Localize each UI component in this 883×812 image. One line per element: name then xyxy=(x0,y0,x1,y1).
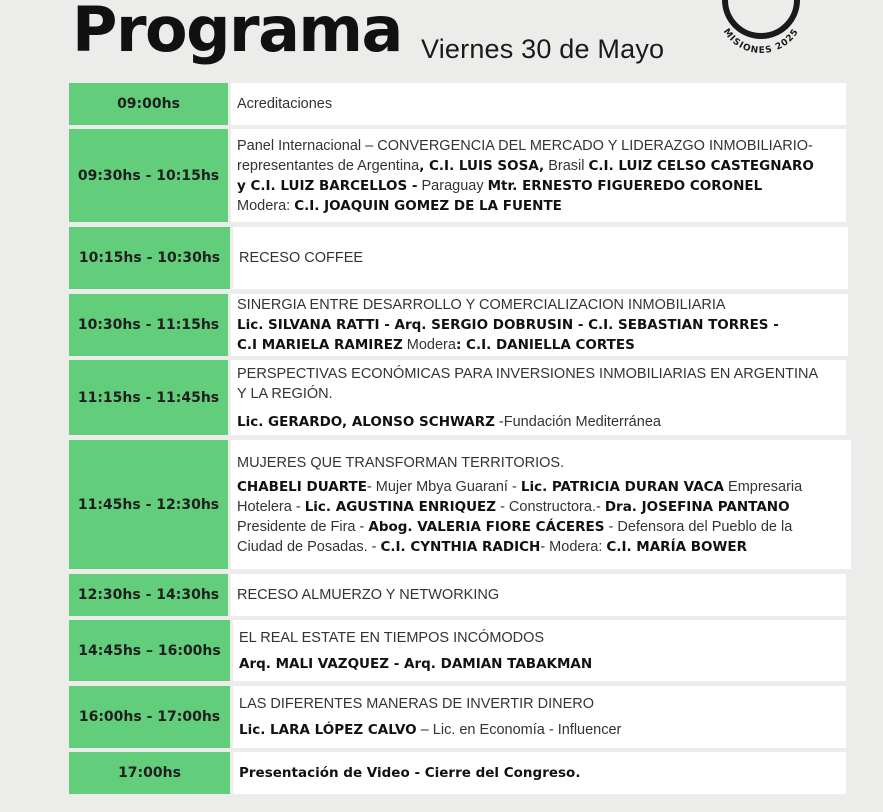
session-cell xyxy=(231,574,846,616)
session-speakers: Arq. MALI VAZQUEZ - Arq. DAMIAN TABAKMAN xyxy=(239,655,593,672)
session-title: RECESO ALMUERZO Y NETWORKING xyxy=(237,587,500,603)
schedule-row xyxy=(69,752,846,794)
session-title: EL REAL ESTATE EN TIEMPOS INCÓMODOS xyxy=(239,629,545,646)
session-title: PERSPECTIVAS ECONÓMICAS PARA INVERSIONES INMOBILIARIAS EN ARGENTINA Y LA REGIÓN. xyxy=(237,365,818,402)
session-cell xyxy=(233,686,846,748)
session-speakers: Lic. LARA LÓPEZ CALVO – Lic. en Economía - Influencer xyxy=(239,722,622,738)
session-cell xyxy=(231,440,851,569)
schedule-row xyxy=(69,686,846,748)
svg-text:MISIONES 2025: MISIONES 2025 xyxy=(720,26,802,57)
schedule-row xyxy=(69,440,851,569)
time-cell: 09:30hs - 10:15hs xyxy=(69,129,228,222)
session-cell xyxy=(233,620,846,681)
time-cell: 10:30hs - 11:15hs xyxy=(69,294,228,356)
session-title: Acreditaciones xyxy=(237,96,333,112)
session-cell xyxy=(231,360,846,435)
time-cell: 10:15hs - 10:30hs xyxy=(69,227,230,289)
session-title: RECESO COFFEE xyxy=(239,250,364,266)
event-date: Viernes 30 de Mayo xyxy=(421,34,665,64)
session-moderator: C.I MARIELA RAMIREZ Modera: C.I. DANIELLA CORTES xyxy=(237,337,635,353)
session-speakers: representantes de Argentina, C.I. LUIS SOSA, Brasil C.I. LUIZ CELSO CASTEGNARO xyxy=(237,157,814,174)
time-cell: 11:15hs - 11:45hs xyxy=(69,360,228,435)
page-title: Programa xyxy=(72,0,402,66)
session-title: LAS DIFERENTES MANERAS DE INVERTIR DINERO xyxy=(239,696,595,712)
session-title: SINERGIA ENTRE DESARROLLO Y COMERCIALIZACION INMOBILIARIA xyxy=(237,297,726,313)
session-speakers: Lic. SILVANA RATTI - Arq. SERGIO DOBRUSIN - C.I. SEBASTIAN TORRES - xyxy=(237,317,779,333)
schedule-row xyxy=(69,294,848,356)
session-cell xyxy=(233,227,848,289)
schedule-row xyxy=(69,129,846,222)
session-moderator: Modera: C.I. JOAQUIN GOMEZ DE LA FUENTE xyxy=(237,197,562,214)
session-cell xyxy=(231,129,846,222)
session-speakers: CHABELI DUARTE- Mujer Mbya Guaraní - Lic. PATRICIA DURAN VACA Empresaria Hotelera - Lic. AGUSTINA ENRIQUEZ - Constructora.- Dra. JOSEFINA PANTANO Presidente de Fira - Abog. VALERIA FIORE CÁCERES - Defensora del Pueblo de la Ciudad de Posadas. - C.I. CYNTHIA RADICH- Modera: C.I. MARÍA BOWER xyxy=(237,478,803,555)
event-logo xyxy=(706,0,816,57)
session-title: MUJERES QUE TRANSFORMAN TERRITORIOS. xyxy=(237,454,565,471)
schedule-row xyxy=(69,83,846,125)
session-title: Panel Internacional – CONVERGENCIA DEL MERCADO Y LIDERAZGO INMOBILIARIO- xyxy=(237,137,813,154)
time-cell: 14:45hs – 16:00hs xyxy=(69,620,230,681)
schedule-row xyxy=(69,620,846,681)
session-cell xyxy=(231,83,846,125)
session-cell xyxy=(231,294,848,356)
time-cell: 09:00hs xyxy=(69,83,228,125)
schedule-row xyxy=(69,360,846,435)
session-speakers: Lic. GERARDO, ALONSO SCHWARZ -Fundación Mediterránea xyxy=(237,413,661,430)
time-cell: 16:00hs - 17:00hs xyxy=(69,686,230,748)
session-cell xyxy=(233,752,846,794)
time-cell: 11:45hs - 12:30hs xyxy=(69,440,228,569)
schedule-row xyxy=(69,227,848,289)
session-speakers: y C.I. LUIZ BARCELLOS - Paraguay Mtr. ERNESTO FIGUEREDO CORONEL xyxy=(237,177,763,194)
schedule-row xyxy=(69,574,846,616)
time-cell: 17:00hs xyxy=(69,752,230,794)
time-cell: 12:30hs - 14:30hs xyxy=(69,574,228,616)
session-title: Presentación de Video - Cierre del Congreso. xyxy=(239,765,581,781)
